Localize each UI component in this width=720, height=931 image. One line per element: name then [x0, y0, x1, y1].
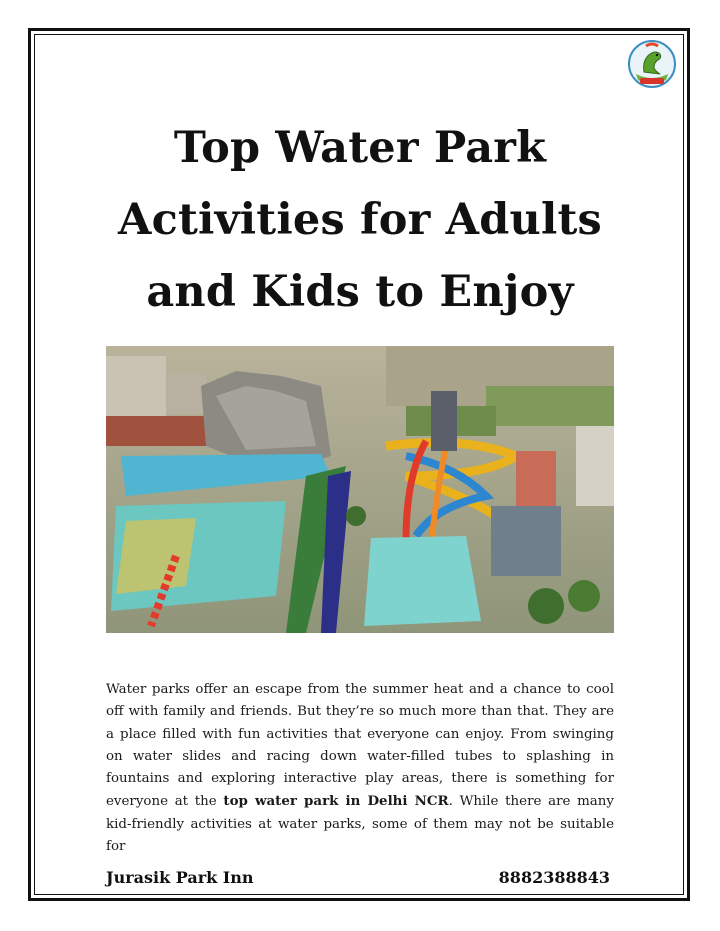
title-line-2: Activities for Adults [118, 195, 602, 245]
dinosaur-logo-icon [626, 38, 678, 90]
body-paragraph [106, 679, 614, 858]
body-text-part-2: . While there are many kid-friendly activities at water parks, some of them may not be suitable for [106, 794, 614, 855]
title-line-3: and Kids to Enjoy [146, 267, 574, 317]
footer-brand: Jurasik Park Inn [106, 868, 254, 887]
body-text-part-1: Water parks offer an escape from the summer heat and a chance to cool off with family and friends. But they’re so much more than that. They are a place filled with fun activities that everyone can enjoy. From swinging on water slides and racing down water-filled tubes to splashing in fountains and exploring interactive play areas, there is something for everyone at the [106, 682, 614, 810]
page-title [80, 112, 640, 328]
body-link-text: top water park in Delhi NCR [223, 793, 449, 810]
footer-phone: 8882388843 [498, 868, 610, 887]
water-park-aerial-photo [106, 346, 614, 633]
title-line-1: Top Water Park [173, 123, 547, 173]
